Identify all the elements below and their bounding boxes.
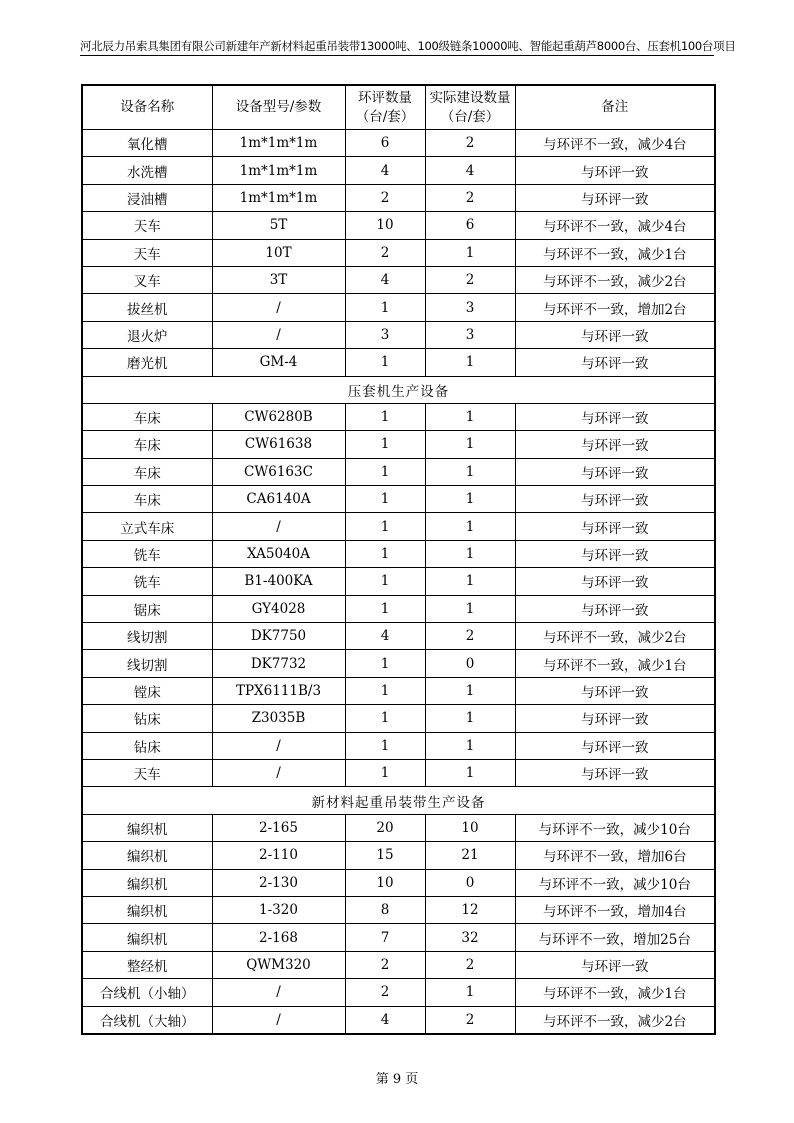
cell-model: GM-4 (212, 349, 345, 376)
cell-name: 氧化槽 (82, 130, 212, 157)
cell-model: / (212, 759, 345, 786)
cell-remark: 与环评一致 (515, 595, 715, 622)
cell-actual-qty: 1 (425, 239, 515, 266)
cell-actual-qty: 10 (425, 814, 515, 841)
cell-remark: 与环评不一致，减少10台 (515, 814, 715, 841)
cell-eia-qty: 1 (345, 677, 425, 704)
cell-actual-qty: 2 (425, 951, 515, 978)
cell-eia-qty: 1 (345, 458, 425, 485)
table-row (82, 568, 715, 595)
cell-name: 天车 (82, 212, 212, 239)
cell-eia-qty: 8 (345, 896, 425, 923)
cell-actual-qty: 2 (425, 1006, 515, 1034)
cell-name: 编织机 (82, 842, 212, 869)
cell-actual-qty: 1 (425, 568, 515, 595)
cell-remark: 与环评不一致，减少1台 (515, 650, 715, 677)
cell-name: 线切割 (82, 623, 212, 650)
cell-actual-qty: 2 (425, 266, 515, 293)
cell-actual-qty: 0 (425, 869, 515, 896)
cell-remark: 与环评一致 (515, 458, 715, 485)
cell-name: 编织机 (82, 869, 212, 896)
table-row (82, 403, 715, 430)
cell-actual-qty: 2 (425, 130, 515, 157)
table-row (82, 486, 715, 513)
cell-eia-qty: 1 (345, 650, 425, 677)
table-row (82, 239, 715, 266)
table-row (82, 513, 715, 540)
cell-eia-qty: 4 (345, 1006, 425, 1034)
cell-name: 立式车床 (82, 513, 212, 540)
cell-model: 1m*1m*1m (212, 157, 345, 184)
section-row (82, 376, 715, 403)
table-row (82, 130, 715, 157)
cell-model: 3T (212, 266, 345, 293)
header-cell-eia-qty: 环评数量 （台/套） (345, 85, 425, 130)
cell-name: 退火炉 (82, 321, 212, 348)
cell-eia-qty: 10 (345, 212, 425, 239)
cell-eia-qty: 3 (345, 321, 425, 348)
cell-actual-qty: 1 (425, 349, 515, 376)
cell-remark: 与环评不一致，减少1台 (515, 979, 715, 1006)
cell-actual-qty: 2 (425, 184, 515, 211)
table-row (82, 896, 715, 923)
cell-eia-qty: 1 (345, 705, 425, 732)
table-row (82, 431, 715, 458)
header-cell-model: 设备型号/参数 (212, 85, 345, 130)
cell-model: 10T (212, 239, 345, 266)
cell-name: 镗床 (82, 677, 212, 704)
table-row (82, 157, 715, 184)
table-row (82, 458, 715, 485)
cell-eia-qty: 4 (345, 266, 425, 293)
cell-name: 钻床 (82, 705, 212, 732)
cell-actual-qty: 1 (425, 513, 515, 540)
cell-remark: 与环评不一致，减少10台 (515, 869, 715, 896)
cell-model: B1-400KA (212, 568, 345, 595)
cell-eia-qty: 2 (345, 239, 425, 266)
table-row (82, 294, 715, 321)
cell-actual-qty: 1 (425, 677, 515, 704)
cell-remark: 与环评不一致，减少2台 (515, 1006, 715, 1034)
cell-eia-qty: 2 (345, 979, 425, 1006)
cell-name: 车床 (82, 431, 212, 458)
header-cell-actual-qty: 实际建设数量 （台/套） (425, 85, 515, 130)
table-row (82, 623, 715, 650)
cell-remark: 与环评一致 (515, 157, 715, 184)
cell-model: DK7750 (212, 623, 345, 650)
cell-remark: 与环评一致 (515, 349, 715, 376)
cell-actual-qty: 1 (425, 458, 515, 485)
cell-model: / (212, 1006, 345, 1034)
table-row (82, 732, 715, 759)
cell-name: 浸油槽 (82, 184, 212, 211)
cell-actual-qty: 1 (425, 595, 515, 622)
header-cell-remark: 备注 (515, 85, 715, 130)
cell-remark: 与环评不一致，减少2台 (515, 623, 715, 650)
table-header-row (82, 85, 715, 130)
cell-name: 叉车 (82, 266, 212, 293)
cell-model: CW6163C (212, 458, 345, 485)
table-row (82, 979, 715, 1006)
table-row (82, 705, 715, 732)
cell-name: 编织机 (82, 896, 212, 923)
table-row (82, 349, 715, 376)
cell-actual-qty: 12 (425, 896, 515, 923)
table-row (82, 595, 715, 622)
cell-eia-qty: 1 (345, 540, 425, 567)
header-cell-name: 设备名称 (82, 85, 212, 130)
cell-model: / (212, 321, 345, 348)
section-row (82, 787, 715, 814)
cell-eia-qty: 1 (345, 403, 425, 430)
cell-actual-qty: 1 (425, 540, 515, 567)
cell-remark: 与环评不一致，增加4台 (515, 896, 715, 923)
page-header: 河北辰力吊索具集团有限公司新建年产新材料起重吊装带13000吨、100级链条10000吨、智能起重葫芦8000台、压套机100台项目 (80, 39, 736, 53)
cell-model: Z3035B (212, 705, 345, 732)
table-row (82, 650, 715, 677)
cell-model: CA6140A (212, 486, 345, 513)
cell-eia-qty: 1 (345, 349, 425, 376)
cell-actual-qty: 32 (425, 924, 515, 951)
table-row (82, 1006, 715, 1034)
cell-remark: 与环评一致 (515, 759, 715, 786)
cell-model: TPX6111B/3 (212, 677, 345, 704)
cell-name: 合线机（小轴） (82, 979, 212, 1006)
cell-model: / (212, 732, 345, 759)
cell-remark: 与环评一致 (515, 431, 715, 458)
cell-remark: 与环评不一致，减少4台 (515, 130, 715, 157)
cell-remark: 与环评一致 (515, 540, 715, 567)
header-rule (80, 55, 714, 56)
cell-actual-qty: 1 (425, 705, 515, 732)
cell-model: 2-130 (212, 869, 345, 896)
cell-model: XA5040A (212, 540, 345, 567)
cell-actual-qty: 3 (425, 321, 515, 348)
cell-name: 整经机 (82, 951, 212, 978)
cell-eia-qty: 1 (345, 486, 425, 513)
section-label: 新材料起重吊装带生产设备 (82, 787, 715, 814)
cell-model: 2-165 (212, 814, 345, 841)
cell-eia-qty: 20 (345, 814, 425, 841)
cell-actual-qty: 6 (425, 212, 515, 239)
table-row (82, 759, 715, 786)
cell-actual-qty: 1 (425, 979, 515, 1006)
cell-remark: 与环评一致 (515, 513, 715, 540)
cell-model: / (212, 294, 345, 321)
cell-actual-qty: 1 (425, 732, 515, 759)
cell-remark: 与环评不一致，增加2台 (515, 294, 715, 321)
cell-actual-qty: 1 (425, 759, 515, 786)
cell-name: 编织机 (82, 814, 212, 841)
cell-model: DK7732 (212, 650, 345, 677)
table-row (82, 869, 715, 896)
cell-eia-qty: 1 (345, 431, 425, 458)
cell-model: 1m*1m*1m (212, 130, 345, 157)
equipment-table (81, 84, 716, 1035)
table-row (82, 842, 715, 869)
cell-eia-qty: 4 (345, 157, 425, 184)
cell-name: 铣车 (82, 540, 212, 567)
table-row (82, 951, 715, 978)
table-row (82, 540, 715, 567)
cell-model: / (212, 513, 345, 540)
cell-eia-qty: 15 (345, 842, 425, 869)
cell-name: 天车 (82, 239, 212, 266)
cell-model: CW61638 (212, 431, 345, 458)
table-row (82, 266, 715, 293)
cell-name: 铣车 (82, 568, 212, 595)
cell-remark: 与环评不一致，增加6台 (515, 842, 715, 869)
cell-eia-qty: 1 (345, 759, 425, 786)
cell-remark: 与环评一致 (515, 705, 715, 732)
cell-actual-qty: 4 (425, 157, 515, 184)
cell-remark: 与环评不一致，减少2台 (515, 266, 715, 293)
cell-remark: 与环评不一致，增加25台 (515, 924, 715, 951)
table-body (82, 130, 715, 1034)
cell-remark: 与环评不一致，减少4台 (515, 212, 715, 239)
cell-actual-qty: 1 (425, 431, 515, 458)
cell-actual-qty: 1 (425, 403, 515, 430)
cell-model: 2-110 (212, 842, 345, 869)
cell-eia-qty: 1 (345, 513, 425, 540)
table-row (82, 212, 715, 239)
cell-eia-qty: 2 (345, 951, 425, 978)
cell-name: 水洗槽 (82, 157, 212, 184)
cell-remark: 与环评一致 (515, 184, 715, 211)
cell-model: GY4028 (212, 595, 345, 622)
cell-eia-qty: 1 (345, 294, 425, 321)
cell-eia-qty: 6 (345, 130, 425, 157)
table-row (82, 184, 715, 211)
cell-eia-qty: 1 (345, 595, 425, 622)
section-label: 压套机生产设备 (82, 376, 715, 403)
cell-model: 1m*1m*1m (212, 184, 345, 211)
cell-name: 线切割 (82, 650, 212, 677)
cell-name: 编织机 (82, 924, 212, 951)
cell-model: QWM320 (212, 951, 345, 978)
cell-eia-qty: 1 (345, 732, 425, 759)
cell-remark: 与环评一致 (515, 486, 715, 513)
cell-model: CW6280B (212, 403, 345, 430)
cell-name: 车床 (82, 486, 212, 513)
cell-remark: 与环评一致 (515, 321, 715, 348)
cell-name: 拔丝机 (82, 294, 212, 321)
cell-eia-qty: 10 (345, 869, 425, 896)
cell-remark: 与环评不一致，减少1台 (515, 239, 715, 266)
page-number: 第 9 页 (375, 1072, 419, 1087)
cell-actual-qty: 2 (425, 623, 515, 650)
cell-remark: 与环评一致 (515, 677, 715, 704)
cell-model: 2-168 (212, 924, 345, 951)
cell-actual-qty: 21 (425, 842, 515, 869)
cell-name: 车床 (82, 403, 212, 430)
table-row (82, 677, 715, 704)
cell-remark: 与环评一致 (515, 732, 715, 759)
cell-remark: 与环评一致 (515, 951, 715, 978)
cell-actual-qty: 0 (425, 650, 515, 677)
cell-name: 磨光机 (82, 349, 212, 376)
cell-eia-qty: 4 (345, 623, 425, 650)
cell-eia-qty: 1 (345, 568, 425, 595)
cell-name: 钻床 (82, 732, 212, 759)
table-row (82, 814, 715, 841)
cell-eia-qty: 7 (345, 924, 425, 951)
cell-remark: 与环评一致 (515, 403, 715, 430)
cell-model: 1-320 (212, 896, 345, 923)
cell-name: 锯床 (82, 595, 212, 622)
cell-remark: 与环评一致 (515, 568, 715, 595)
cell-eia-qty: 2 (345, 184, 425, 211)
cell-actual-qty: 1 (425, 486, 515, 513)
table-row (82, 321, 715, 348)
cell-actual-qty: 3 (425, 294, 515, 321)
cell-name: 合线机（大轴） (82, 1006, 212, 1034)
cell-name: 车床 (82, 458, 212, 485)
cell-model: 5T (212, 212, 345, 239)
cell-model: / (212, 979, 345, 1006)
table-row (82, 924, 715, 951)
cell-name: 天车 (82, 759, 212, 786)
